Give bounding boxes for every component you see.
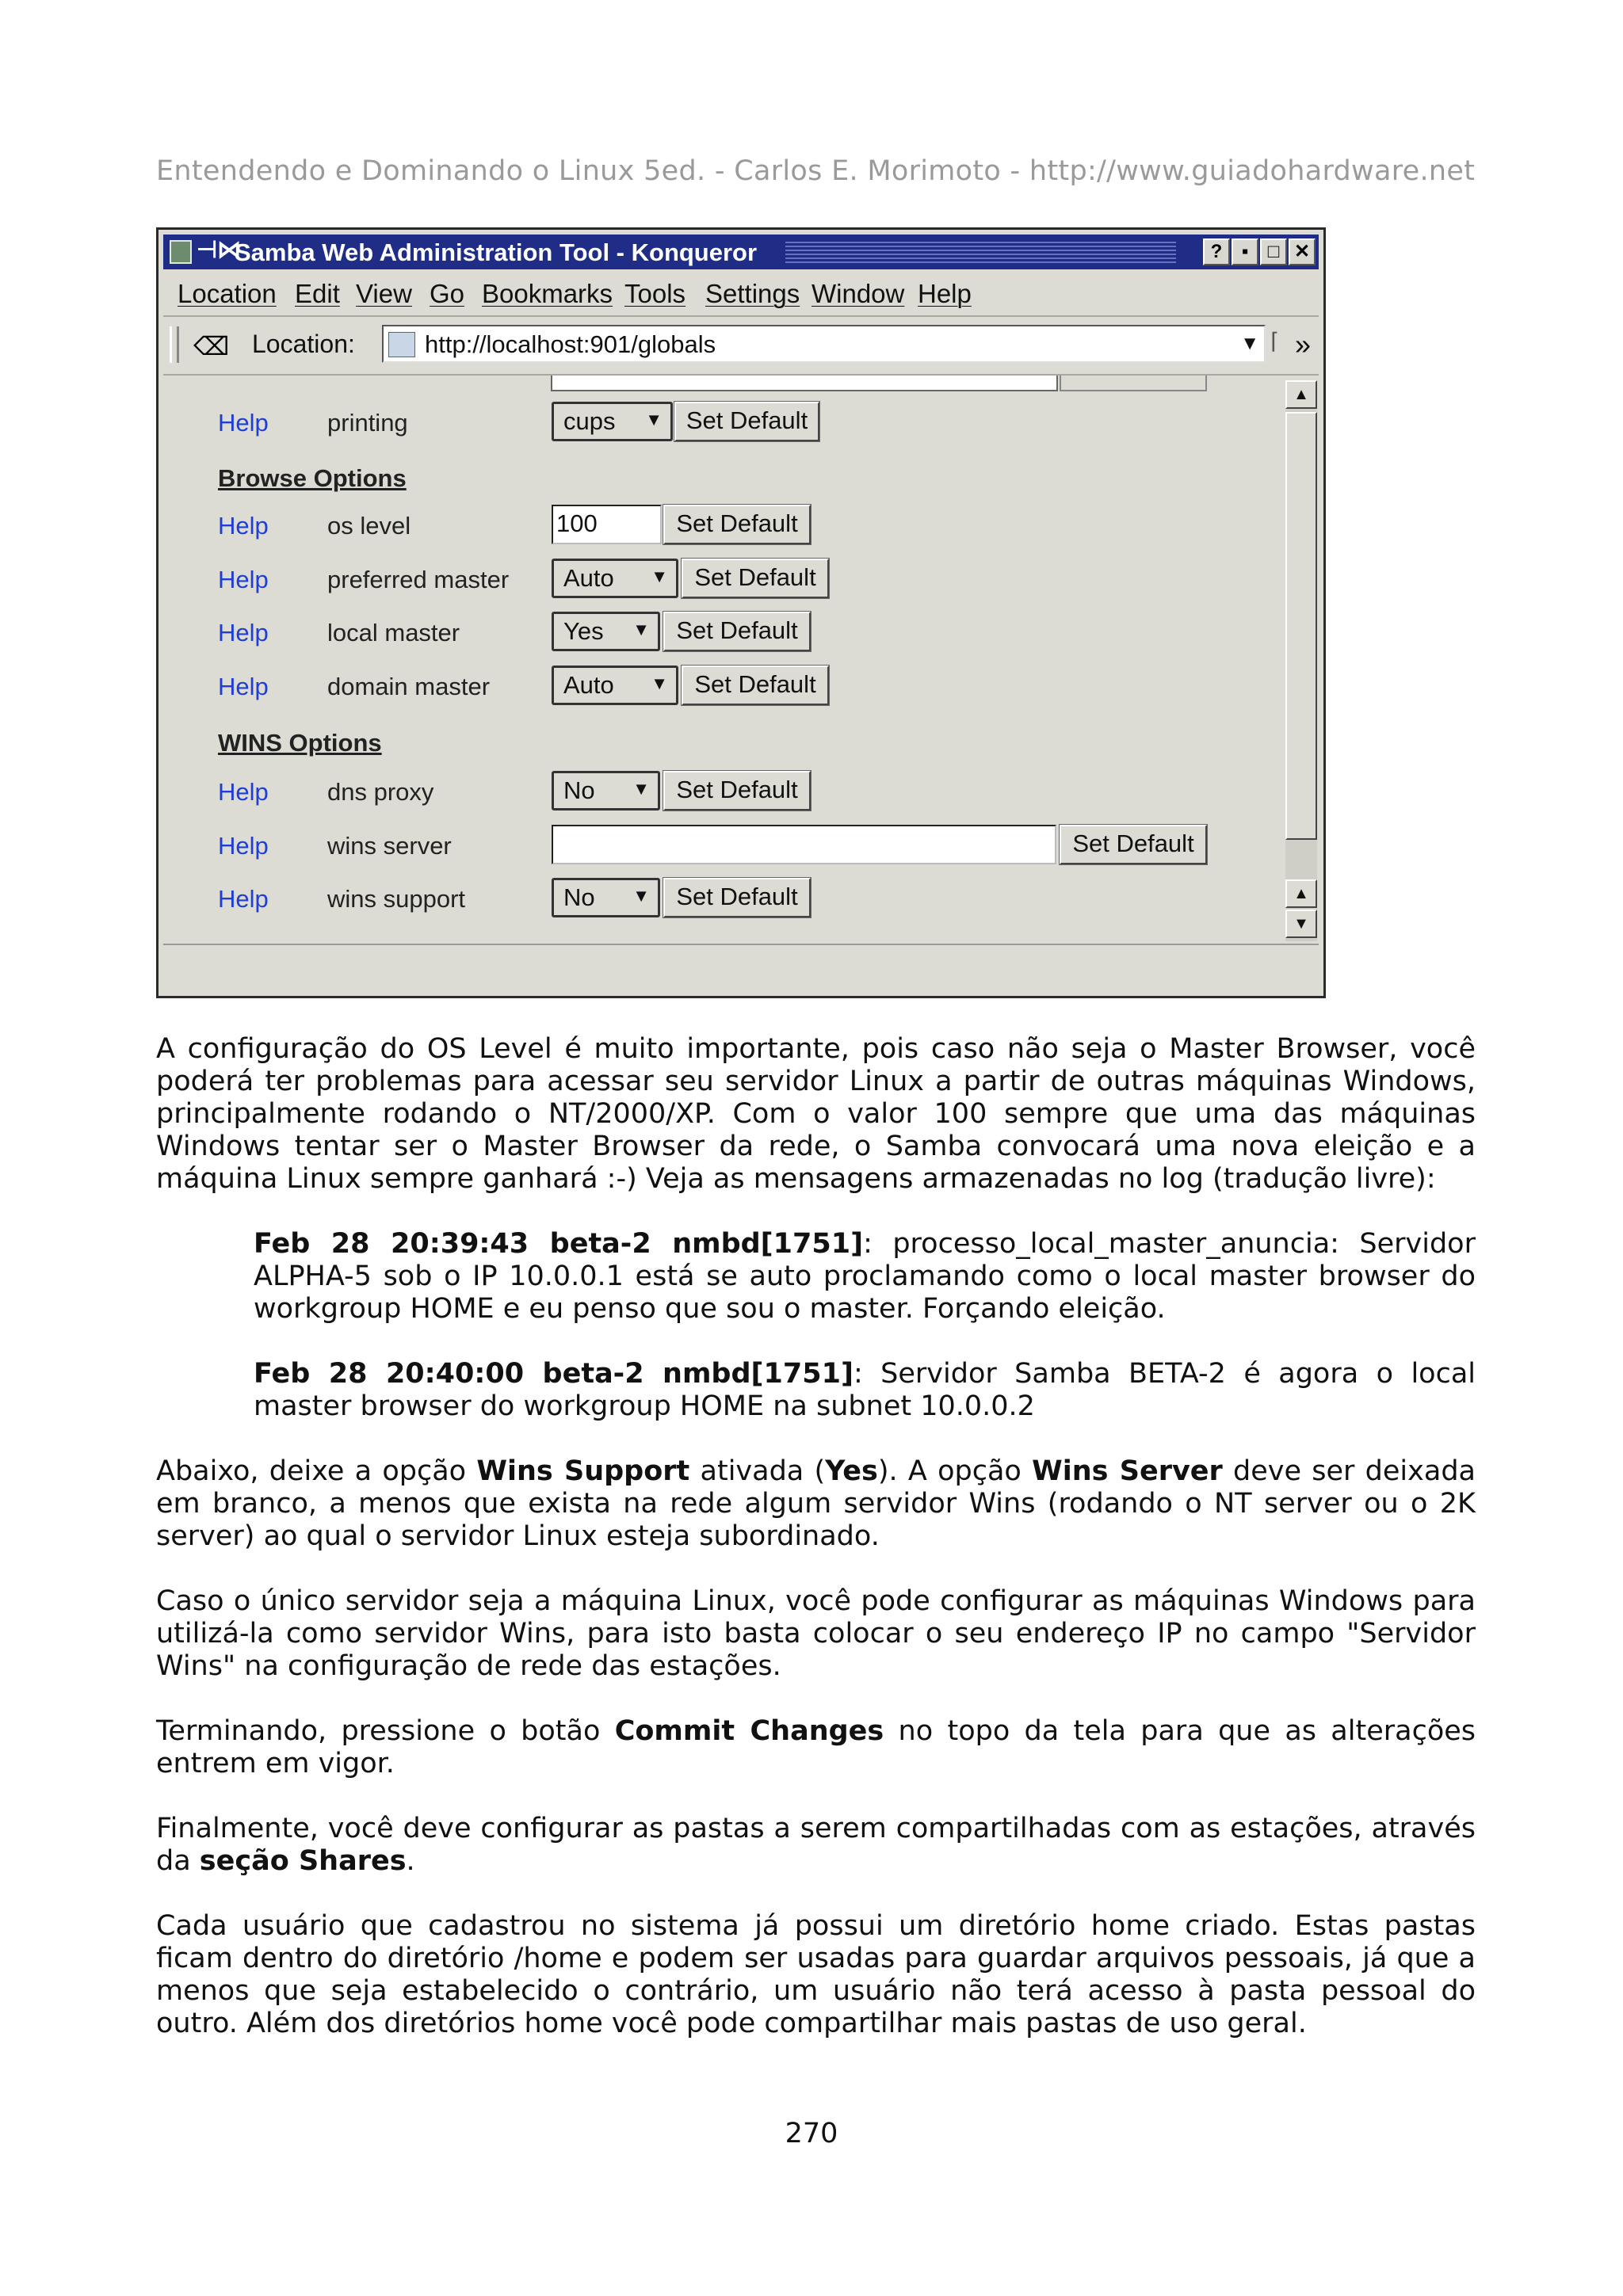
text-run: . xyxy=(406,1845,415,1877)
wins-support-select[interactable] xyxy=(552,878,660,917)
menu-help[interactable]: Help xyxy=(918,279,972,308)
paragraph: Caso o único servidor seja a máquina Linux, você pode configurar as máquinas Windows para utilizá-la como servidor Wins, para isto basta colocar o seu endereço IP no campo "Servidor Wins" na configuração de rede das estações. xyxy=(156,1585,1476,1682)
menu-bar xyxy=(163,271,1319,317)
maximize-icon[interactable]: □ xyxy=(1260,238,1287,265)
dns-proxy-value: No xyxy=(563,776,595,804)
location-toolbar xyxy=(163,317,1319,376)
paragraph xyxy=(156,1813,1476,1878)
window-title: Samba Web Administration Tool - Konqueror xyxy=(235,238,758,266)
dns-proxy-select[interactable] xyxy=(552,771,660,810)
url-text[interactable]: http://localhost:901/globals xyxy=(425,330,716,358)
set-default-button[interactable]: Set Default xyxy=(682,559,829,598)
close-icon[interactable]: ✕ xyxy=(1289,238,1316,265)
wins-support-label: wins support xyxy=(327,885,466,913)
menu-window[interactable]: Window xyxy=(812,279,905,308)
chevron-down-icon: ▼ xyxy=(645,410,663,429)
menu-settings[interactable]: Settings xyxy=(705,279,800,308)
text-run: deve ser deixada em branco, a menos que exista na rede algum servidor Wins (rodando o NT server ou o 2K server) ao qual o servidor Linux esteja subordinado. xyxy=(156,1455,1476,1552)
browse-options-heading[interactable]: Browse Options xyxy=(218,464,407,492)
menu-view[interactable]: View xyxy=(356,279,412,308)
bold-term: seção Shares xyxy=(199,1845,407,1877)
bold-term: Wins Server xyxy=(1032,1455,1223,1487)
wins-options-heading[interactable]: WINS Options xyxy=(218,729,382,757)
set-default-button[interactable]: Set Default xyxy=(663,505,811,544)
chevron-down-icon: ▼ xyxy=(632,779,650,799)
sticky-pin-icon[interactable]: ⊣⋈ xyxy=(197,237,242,263)
page-number: 270 xyxy=(785,2118,838,2149)
scrollbar-thumb[interactable] xyxy=(1285,412,1317,840)
log-message: : Servidor Samba BETA-2 é agora o local master browser do workgroup HOME na subnet 10.0.0.2 xyxy=(254,1358,1476,1422)
wins-support-value: No xyxy=(563,883,595,911)
menu-go[interactable]: Go xyxy=(430,279,465,308)
help-question-icon[interactable]: ? xyxy=(1203,238,1230,265)
set-default-button[interactable]: Set Default xyxy=(682,666,829,705)
help-link[interactable]: Help xyxy=(218,673,269,700)
preferred-master-select[interactable] xyxy=(552,559,678,598)
bold-term: Commit Changes xyxy=(614,1715,884,1747)
local-master-select[interactable] xyxy=(552,612,660,651)
local-master-label: local master xyxy=(327,619,460,646)
paragraph xyxy=(156,1715,1476,1780)
menu-edit[interactable]: Edit xyxy=(295,279,340,308)
bold-term: Yes xyxy=(825,1455,878,1487)
os-level-label: os level xyxy=(327,512,411,540)
domain-master-select[interactable] xyxy=(552,666,678,705)
help-link[interactable]: Help xyxy=(218,832,269,860)
clear-location-icon[interactable]: ⌫ xyxy=(193,332,230,360)
set-default-button[interactable]: Set Default xyxy=(1060,825,1207,864)
cut-off-input[interactable] xyxy=(551,376,1058,391)
text-run: Finalmente, você deve configurar as pastas a serem compartilhadas com as estações, através da xyxy=(156,1813,1476,1877)
scroll-up-icon[interactable]: ▲ xyxy=(1285,380,1317,409)
konqueror-window xyxy=(156,227,1326,998)
wins-server-input[interactable] xyxy=(552,825,1056,864)
log-message: : processo_local_master_anuncia: Servidor ALPHA-5 sob o IP 10.0.0.1 está se auto proclamando como o local master browser do workgroup HOME e eu penso que sou o master. Forçando eleição. xyxy=(254,1228,1476,1325)
printing-select[interactable] xyxy=(552,402,673,441)
text-run: ativada ( xyxy=(689,1455,826,1487)
chevron-down-icon: ▼ xyxy=(651,673,668,693)
konqueror-app-icon[interactable] xyxy=(170,240,192,264)
titlebar-stripes xyxy=(785,241,1176,263)
log-timestamp: Feb 28 20:39:43 beta-2 nmbd[1751] xyxy=(254,1228,864,1260)
bold-term: Wins Support xyxy=(476,1455,690,1487)
help-link[interactable]: Help xyxy=(218,885,269,913)
dns-proxy-label: dns proxy xyxy=(327,778,434,806)
set-default-button[interactable]: Set Default xyxy=(663,878,811,917)
local-master-value: Yes xyxy=(563,617,604,645)
minimize-icon[interactable]: ▪ xyxy=(1232,238,1258,265)
chevron-down-icon: ▼ xyxy=(632,620,650,639)
title-bar[interactable] xyxy=(163,235,1319,269)
cut-off-button[interactable] xyxy=(1060,376,1207,391)
toolbar-grip[interactable] xyxy=(170,326,179,363)
vertical-scrollbar[interactable] xyxy=(1285,380,1317,941)
menu-location[interactable]: Location xyxy=(178,279,277,308)
preferred-master-label: preferred master xyxy=(327,566,510,593)
paragraph: A configuração do OS Level é muito importante, pois caso não seja o Master Browser, você poderá ter problemas para acessar seu servidor Linux a partir de outras máquinas Windows, principalmente rodando o NT/2000/XP. Com o valor 100 sempre que uma das máquinas Windows tentar ser o Master Browser da rede, o Samba convocará uma nova eleição e a máquina Linux sempre ganhará :-) Veja as mensagens armazenadas no log (tradução livre): xyxy=(156,1033,1476,1195)
set-default-button[interactable]: Set Default xyxy=(663,771,811,810)
log-entry xyxy=(254,1228,1476,1325)
help-link[interactable]: Help xyxy=(218,619,269,646)
printing-value: cups xyxy=(563,407,616,435)
scroll-down-icon[interactable]: ▼ xyxy=(1285,910,1317,938)
toolbar-separator-icon: ⌈ xyxy=(1270,329,1279,353)
set-default-button[interactable]: Set Default xyxy=(663,612,811,651)
domain-master-value: Auto xyxy=(563,671,614,699)
help-link[interactable]: Help xyxy=(218,512,269,540)
os-level-value: 100 xyxy=(556,509,598,537)
preferred-master-value: Auto xyxy=(563,564,614,592)
help-link[interactable]: Help xyxy=(218,409,269,437)
location-label: Location: xyxy=(252,330,355,358)
paragraph: Cada usuário que cadastrou no sistema já possui um diretório home criado. Estas pastas ficam dentro do diretório /home e podem ser usadas para guardar arquivos pessoais, já que a menos que seja estabelecido o contrário, um usuário não terá acesso à pasta pessoal do outro. Além dos diretórios home você pode compartilhar mais pastas de uso geral. xyxy=(156,1910,1476,2039)
chevron-down-icon[interactable]: ▼ xyxy=(1240,333,1259,354)
page-content xyxy=(202,376,1249,938)
paragraph xyxy=(156,1455,1476,1553)
wins-server-label: wins server xyxy=(327,832,452,860)
url-input[interactable] xyxy=(382,325,1266,363)
text-run: no topo da tela para que as alterações entrem em vigor. xyxy=(156,1715,1476,1779)
page-icon xyxy=(388,332,415,357)
help-link[interactable]: Help xyxy=(218,566,269,593)
log-timestamp: Feb 28 20:40:00 beta-2 nmbd[1751] xyxy=(254,1358,854,1390)
page-header: Entendendo e Dominando o Linux 5ed. - Carlos E. Morimoto - http://www.guiadohardware.net xyxy=(156,155,1476,187)
chevron-down-icon: ▼ xyxy=(632,886,650,906)
chevron-down-icon: ▼ xyxy=(651,566,668,586)
menu-bookmarks[interactable]: Bookmarks xyxy=(482,279,613,308)
help-link[interactable]: Help xyxy=(218,778,269,806)
domain-master-label: domain master xyxy=(327,673,491,700)
text-run: Abaixo, deixe a opção xyxy=(156,1455,477,1487)
double-chevron-right-icon[interactable]: » xyxy=(1294,328,1311,360)
set-default-button[interactable]: Set Default xyxy=(674,402,819,441)
status-bar xyxy=(163,944,1319,991)
printing-label: printing xyxy=(327,409,408,437)
log-entry xyxy=(254,1358,1476,1423)
text-run: ). A opção xyxy=(877,1455,1033,1487)
text-run: Terminando, pressione o botão xyxy=(156,1715,615,1747)
scroll-up-icon[interactable]: ▲ xyxy=(1285,879,1317,908)
os-level-input[interactable] xyxy=(552,505,662,544)
menu-tools[interactable]: Tools xyxy=(624,279,686,308)
